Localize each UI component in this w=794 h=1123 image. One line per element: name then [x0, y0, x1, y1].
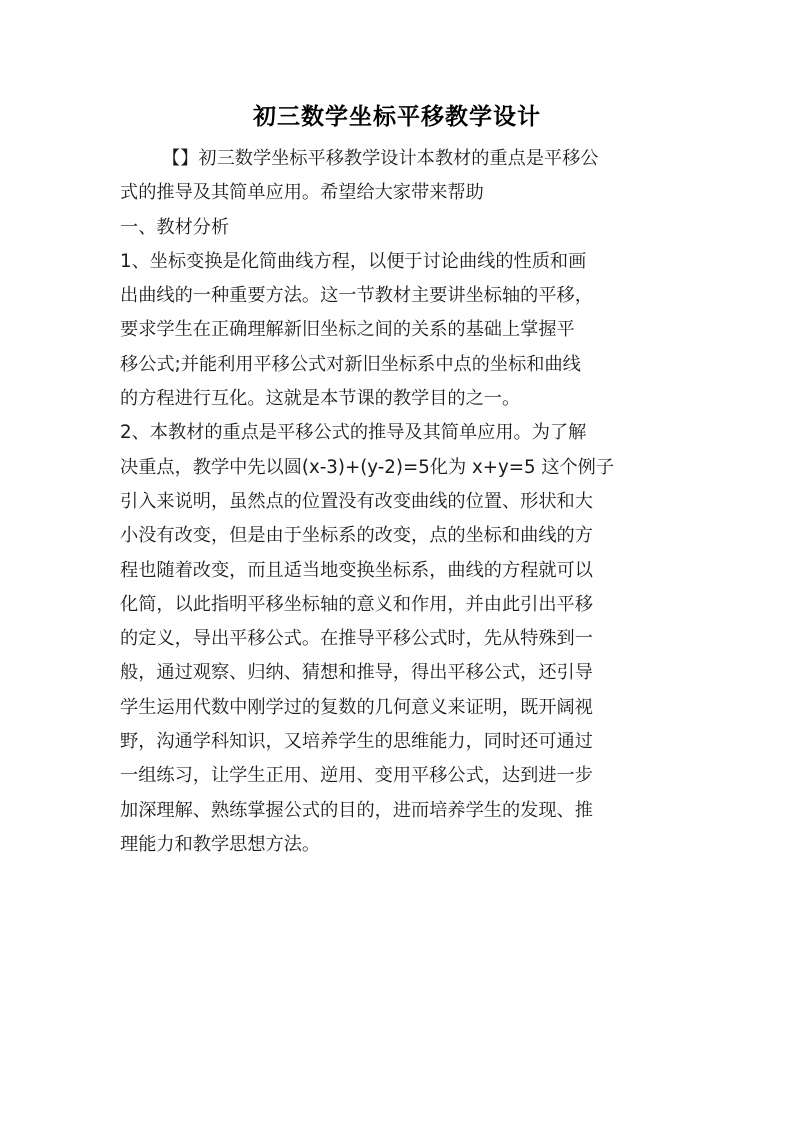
paragraph-line: 式的推导及其简单应用。希望给大家带来帮助: [120, 182, 484, 204]
paragraph-line: 出曲线的一种重要方法。这一节教材主要讲坐标轴的平移，: [120, 285, 593, 307]
paragraph-line: 程也随着改变，而且适当地变换坐标系，曲线的方程就可以: [120, 559, 593, 581]
paragraph-line: 小没有改变，但是由于坐标系的改变，点的坐标和曲线的方: [120, 525, 593, 547]
paragraph-line: 决重点，教学中先以圆(x-3)+(y-2)=5化为 x+y=5 这个例子: [120, 456, 615, 478]
paragraph-line: 的方程进行互化。这就是本节课的教学目的之一。: [120, 388, 521, 410]
section-heading: 一、教材分析: [120, 216, 230, 238]
paragraph-line: 化简，以此指明平移坐标轴的意义和作用，并由此引出平移: [120, 593, 593, 615]
paragraph-line: 2、本教材的重点是平移公式的推导及其简单应用。为了解: [120, 422, 587, 444]
paragraph-line: 的定义，导出平移公式。在推导平移公式时，先从特殊到一: [120, 628, 593, 650]
paragraph-line: 般，通过观察、归纳、猜想和推导，得出平移公式，还引导: [120, 662, 593, 684]
paragraph-line: 要求学生在正确理解新旧坐标之间的关系的基础上掌握平: [120, 319, 575, 341]
paragraph-line: 引入来说明，虽然点的位置没有改变曲线的位置、形状和大: [120, 490, 593, 512]
paragraph-line: 移公式;并能利用平移公式对新旧坐标系中点的坐标和曲线: [120, 353, 581, 375]
paragraph-line: 加深理解、熟练掌握公式的目的，进而培养学生的发现、推: [120, 799, 593, 821]
paragraph-line: 【】初三数学坐标平移教学设计本教材的重点是平移公: [162, 148, 599, 169]
document-title: 初三数学坐标平移教学设计: [253, 104, 541, 130]
document-body: [120, 142, 675, 862]
paragraph-line: 1、坐标变换是化简曲线方程，以便于讨论曲线的性质和画: [120, 250, 587, 272]
paragraph-line: 理能力和教学思想方法。: [120, 833, 321, 855]
paragraph-line: 学生运用代数中刚学过的复数的几何意义来证明，既开阔视: [120, 696, 593, 718]
paragraph-line: 野，沟通学科知识，又培养学生的思维能力，同时还可通过: [120, 731, 593, 753]
paragraph-line: 一组练习，让学生正用、逆用、变用平移公式，达到进一步: [120, 765, 593, 787]
